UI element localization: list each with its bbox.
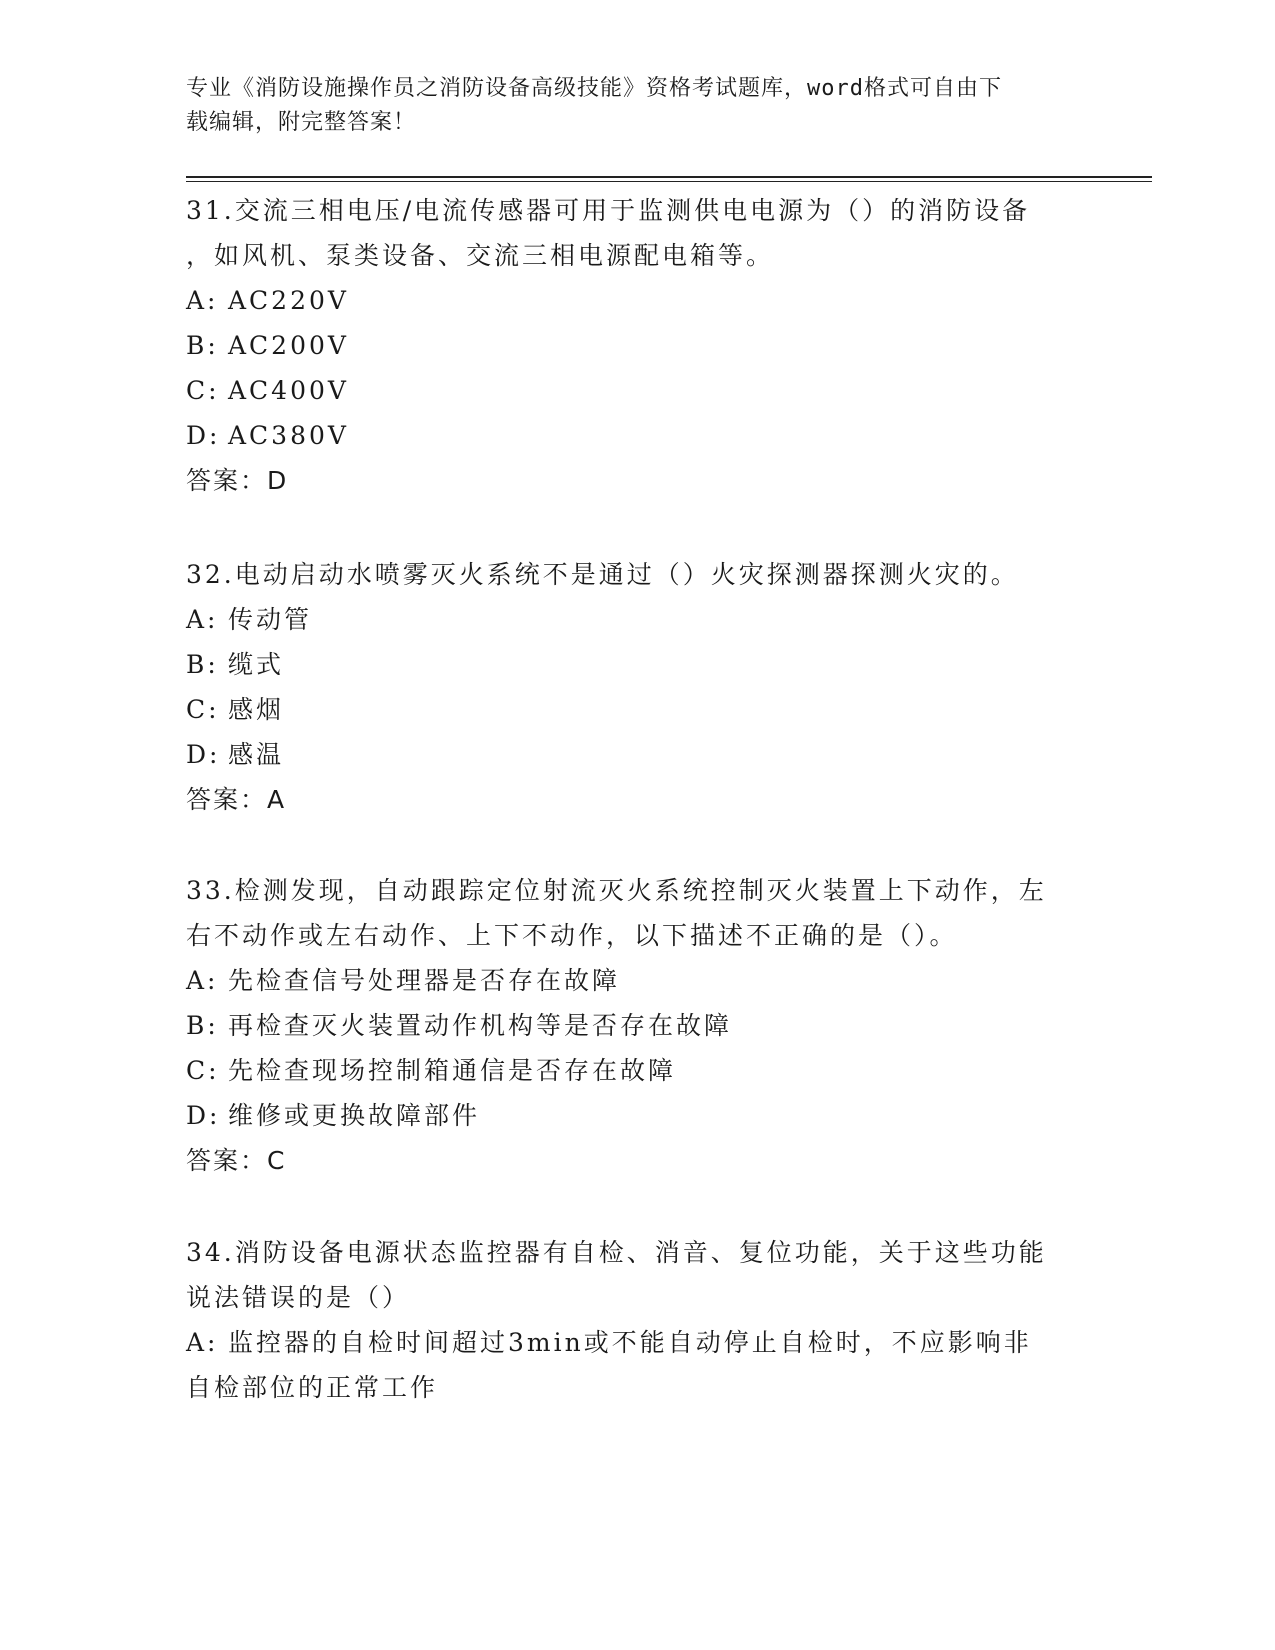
option-text: 感烟 (228, 695, 285, 724)
header-divider-thick (186, 176, 1152, 178)
option-letter: A: (186, 966, 219, 995)
option-letter: C: (186, 376, 220, 405)
option-c (186, 368, 1086, 413)
option-text: 传动管 (228, 605, 313, 634)
question-text-line: 右不动作或左右动作、上下不动作，以下描述不正确的是（）。 (186, 921, 958, 950)
option-text: 先检查现场控制箱通信是否存在故障 (228, 1056, 677, 1085)
option-a (186, 1320, 1086, 1365)
option-a (186, 958, 1086, 1003)
option-letter: A: (186, 286, 219, 315)
option-text: 感温 (228, 740, 285, 769)
option-c (186, 1048, 1086, 1093)
option-a (186, 278, 1086, 323)
option-letter: B: (186, 650, 219, 679)
option-text: 维修或更换故障部件 (228, 1101, 481, 1130)
answer-line: 答案：D (186, 466, 289, 495)
question-31 (186, 188, 1086, 503)
option-letter: A: (186, 605, 219, 634)
question-text-line: 32.电动启动水喷雾灭火系统不是通过（）火灾探测器探测火灾的。 (186, 560, 1019, 589)
option-d (186, 732, 1086, 777)
option-a-continuation: 自检部位的正常工作 (186, 1373, 439, 1402)
option-text: 监控器的自检时间超过3min或不能自动停止自检时，不应影响非 (228, 1328, 1032, 1357)
option-b (186, 1003, 1086, 1048)
header-divider-thin (186, 181, 1152, 182)
option-text: AC400V (228, 376, 349, 405)
option-a (186, 597, 1086, 642)
option-text: AC220V (228, 286, 349, 315)
option-c (186, 687, 1086, 732)
option-letter: A: (186, 1328, 219, 1357)
question-text-line: ，如风机、泵类设备、交流三相电源配电箱等。 (186, 241, 775, 270)
option-text: AC380V (228, 421, 349, 450)
option-letter: C: (186, 1056, 220, 1085)
option-letter: D: (186, 1101, 221, 1130)
header-line-2: 载编辑，附完整答案！ (186, 110, 417, 135)
question-text-line: 33.检测发现，自动跟踪定位射流灭火系统控制灭火装置上下动作，左 (186, 876, 1047, 905)
option-text: 再检查灭火装置动作机构等是否存在故障 (228, 1011, 733, 1040)
option-letter: B: (186, 331, 219, 360)
option-d (186, 1093, 1086, 1138)
document-header (186, 72, 1066, 140)
option-letter: D: (186, 740, 221, 769)
question-32 (186, 552, 1086, 822)
option-b (186, 323, 1086, 368)
option-text: AC200V (228, 331, 349, 360)
question-33 (186, 868, 1086, 1183)
question-34 (186, 1230, 1086, 1410)
option-text: 缆式 (228, 650, 285, 679)
answer-line: 答案：C (186, 1146, 287, 1175)
option-b (186, 642, 1086, 687)
header-line-1: 专业《消防设施操作员之消防设备高级技能》资格考试题库，word格式可自由下 (186, 76, 1002, 101)
option-letter: B: (186, 1011, 219, 1040)
option-text: 先检查信号处理器是否存在故障 (228, 966, 621, 995)
option-letter: C: (186, 695, 220, 724)
answer-line: 答案：A (186, 785, 287, 814)
option-letter: D: (186, 421, 221, 450)
option-d (186, 413, 1086, 458)
question-text-line: 31.交流三相电压/电流传感器可用于监测供电电源为（）的消防设备 (186, 196, 1031, 225)
question-text-line: 34.消防设备电源状态监控器有自检、消音、复位功能，关于这些功能 (186, 1238, 1047, 1267)
question-text-line: 说法错误的是（） (186, 1283, 411, 1312)
